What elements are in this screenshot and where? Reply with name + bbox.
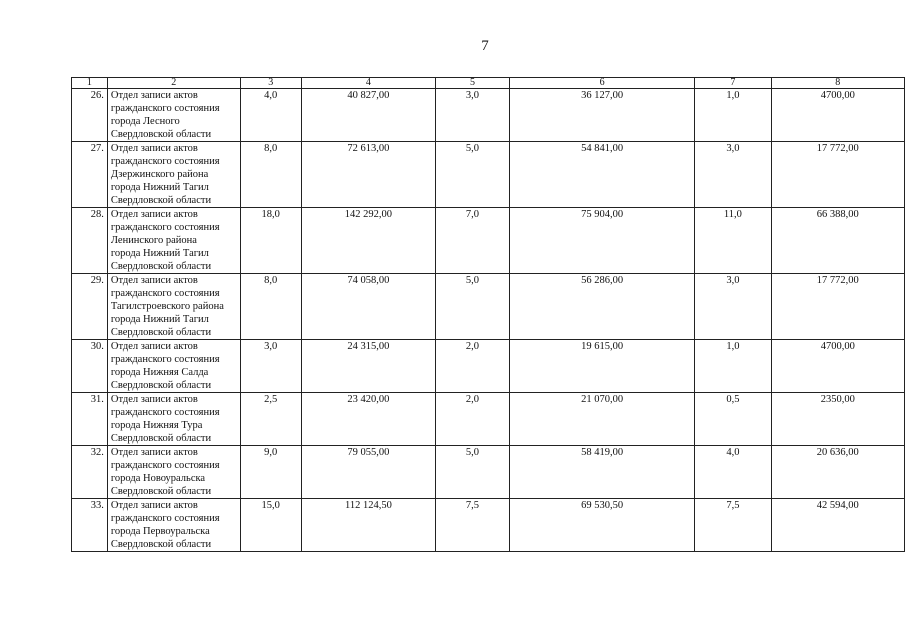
cell-col3: 4,0 [240, 89, 301, 142]
department-name: Отдел записи актов гражданского состояния города Лесного Свердловской области [107, 89, 240, 142]
cell-col3: 9,0 [240, 446, 301, 499]
cell-col7: 4,0 [695, 446, 771, 499]
row-number: 29. [72, 274, 108, 340]
table-row [72, 446, 905, 499]
row-number: 33. [72, 499, 108, 552]
cell-col7: 7,5 [695, 499, 771, 552]
cell-col4: 24 315,00 [301, 340, 435, 393]
cell-col8: 17 772,00 [771, 142, 904, 208]
cell-col8: 42 594,00 [771, 499, 904, 552]
cell-col6: 21 070,00 [510, 393, 695, 446]
cell-col7: 1,0 [695, 340, 771, 393]
cell-col6: 69 530,50 [510, 499, 695, 552]
cell-col6: 36 127,00 [510, 89, 695, 142]
department-name: Отдел записи актов гражданского состояния Дзержинского района города Нижний Тагил Свердловской области [107, 142, 240, 208]
cell-col4: 23 420,00 [301, 393, 435, 446]
cell-col4: 74 058,00 [301, 274, 435, 340]
row-number: 28. [72, 208, 108, 274]
cell-col5: 2,0 [435, 340, 509, 393]
cell-col8: 4700,00 [771, 89, 904, 142]
cell-col6: 54 841,00 [510, 142, 695, 208]
header-cell: 3 [240, 78, 301, 89]
cell-col8: 2350,00 [771, 393, 904, 446]
cell-col3: 15,0 [240, 499, 301, 552]
cell-col5: 5,0 [435, 142, 509, 208]
cell-col4: 79 055,00 [301, 446, 435, 499]
table-row [72, 142, 905, 208]
cell-col5: 5,0 [435, 446, 509, 499]
cell-col7: 3,0 [695, 142, 771, 208]
row-number: 30. [72, 340, 108, 393]
cell-col4: 40 827,00 [301, 89, 435, 142]
department-name: Отдел записи актов гражданского состояния города Нижняя Тура Свердловской области [107, 393, 240, 446]
cell-col5: 3,0 [435, 89, 509, 142]
data-table [71, 77, 905, 552]
cell-col3: 3,0 [240, 340, 301, 393]
cell-col3: 2,5 [240, 393, 301, 446]
cell-col5: 5,0 [435, 274, 509, 340]
table-row [72, 274, 905, 340]
cell-col7: 1,0 [695, 89, 771, 142]
table-row [72, 208, 905, 274]
header-cell: 6 [510, 78, 695, 89]
table-row [72, 89, 905, 142]
cell-col8: 66 388,00 [771, 208, 904, 274]
cell-col5: 7,0 [435, 208, 509, 274]
page-number: 7 [481, 38, 489, 54]
header-cell: 5 [435, 78, 509, 89]
header-cell: 1 [72, 78, 108, 89]
cell-col6: 56 286,00 [510, 274, 695, 340]
cell-col5: 7,5 [435, 499, 509, 552]
cell-col4: 112 124,50 [301, 499, 435, 552]
cell-col8: 4700,00 [771, 340, 904, 393]
cell-col4: 142 292,00 [301, 208, 435, 274]
row-number: 32. [72, 446, 108, 499]
cell-col6: 75 904,00 [510, 208, 695, 274]
department-name: Отдел записи актов гражданского состояния города Нижняя Салда Свердловской области [107, 340, 240, 393]
cell-col6: 19 615,00 [510, 340, 695, 393]
table-row [72, 393, 905, 446]
cell-col6: 58 419,00 [510, 446, 695, 499]
row-number: 26. [72, 89, 108, 142]
row-number: 31. [72, 393, 108, 446]
department-name: Отдел записи актов гражданского состояния Ленинского района города Нижний Тагил Свердловской области [107, 208, 240, 274]
cell-col8: 20 636,00 [771, 446, 904, 499]
cell-col3: 8,0 [240, 142, 301, 208]
cell-col3: 8,0 [240, 274, 301, 340]
department-name: Отдел записи актов гражданского состояния города Новоуральска Свердловской области [107, 446, 240, 499]
cell-col7: 11,0 [695, 208, 771, 274]
department-name: Отдел записи актов гражданского состояния города Первоуральска Свердловской области [107, 499, 240, 552]
header-row [72, 78, 905, 89]
row-number: 27. [72, 142, 108, 208]
cell-col7: 3,0 [695, 274, 771, 340]
table-row [72, 499, 905, 552]
header-cell: 7 [695, 78, 771, 89]
cell-col8: 17 772,00 [771, 274, 904, 340]
cell-col7: 0,5 [695, 393, 771, 446]
header-cell: 8 [771, 78, 904, 89]
cell-col5: 2,0 [435, 393, 509, 446]
header-cell: 2 [107, 78, 240, 89]
header-cell: 4 [301, 78, 435, 89]
cell-col4: 72 613,00 [301, 142, 435, 208]
cell-col3: 18,0 [240, 208, 301, 274]
department-name: Отдел записи актов гражданского состояния Тагилстроевского района города Нижний Тагил Свердловской области [107, 274, 240, 340]
table-row [72, 340, 905, 393]
